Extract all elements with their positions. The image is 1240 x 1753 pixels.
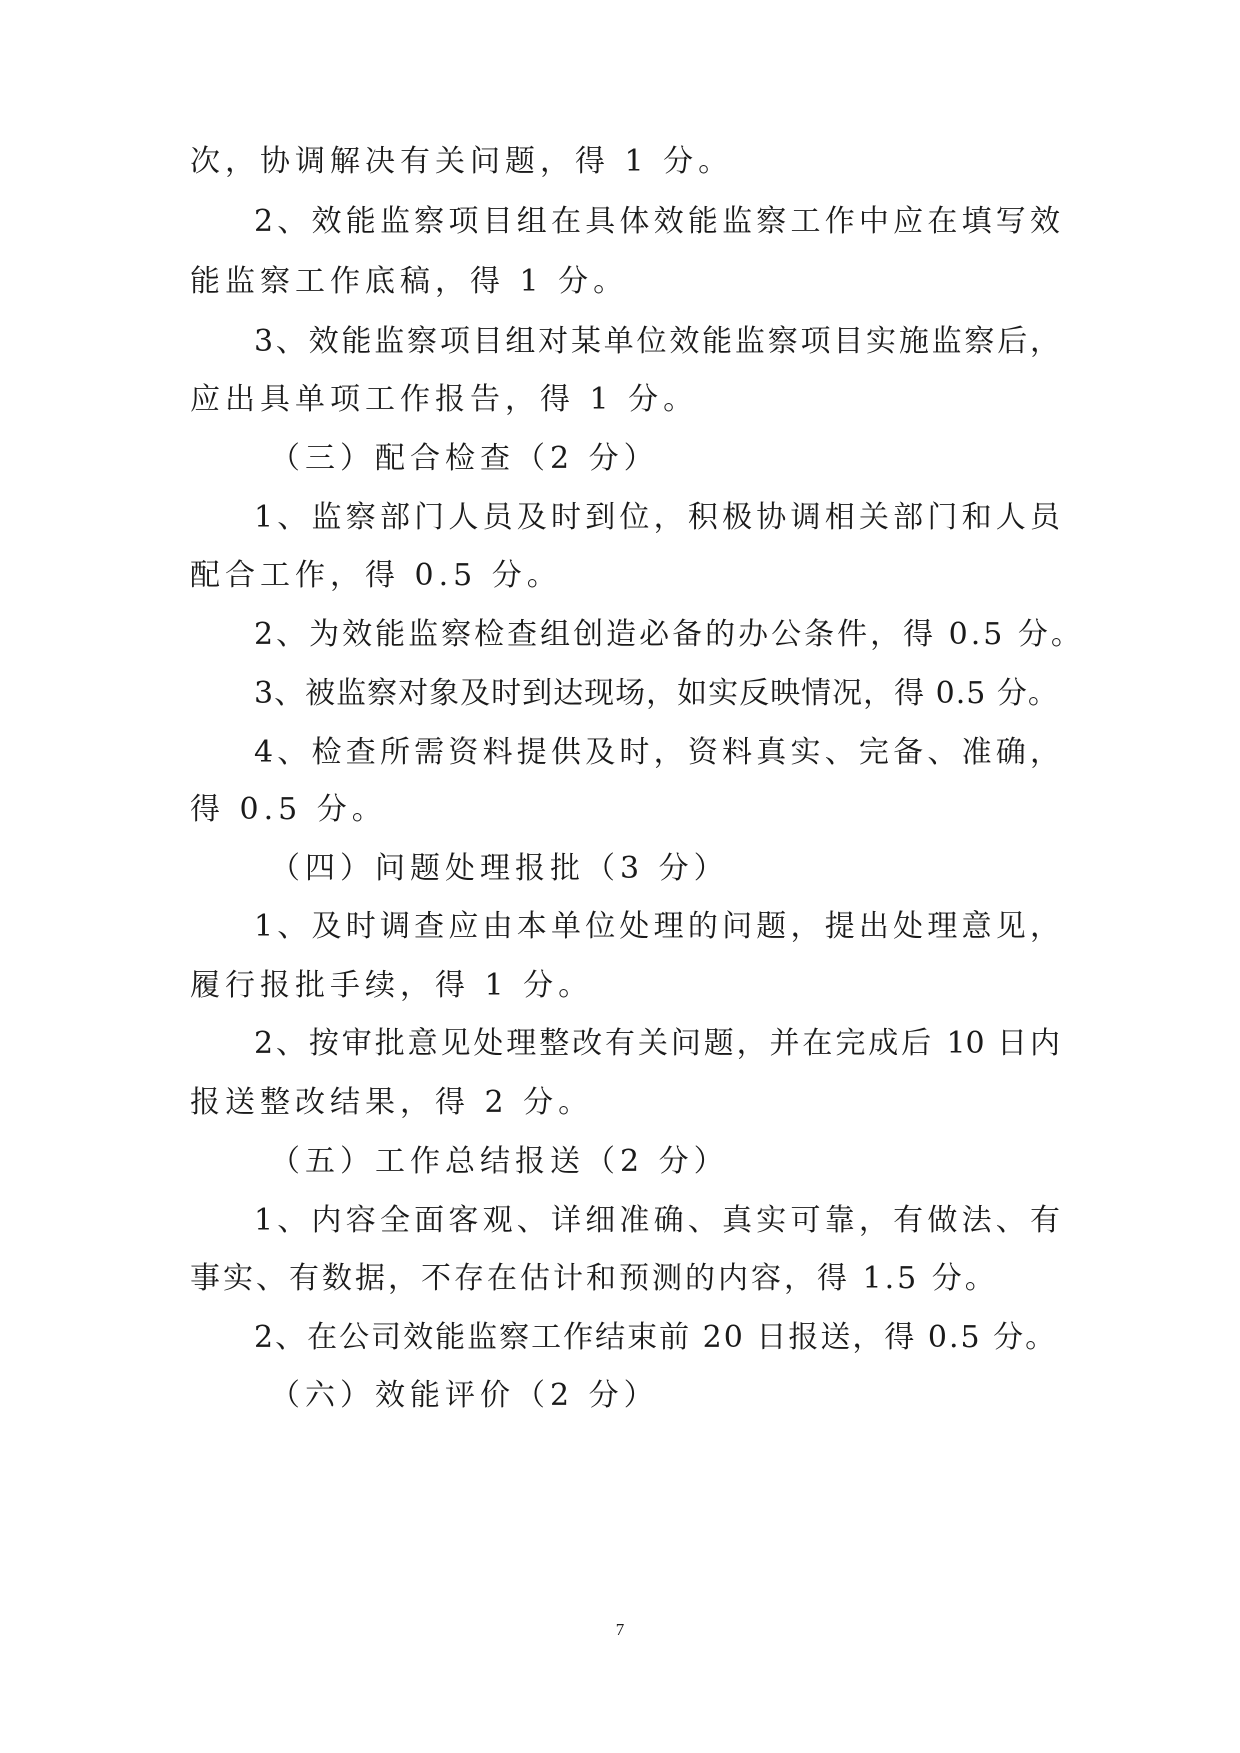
- text-line: 事实、有数据，不存在估计和预测的内容，得 1.5 分。: [190, 1261, 998, 1296]
- page-number: 7: [615, 1620, 625, 1639]
- text-line: 履行报批手续，得 1 分。: [190, 968, 594, 1003]
- text-line: 次，协调解决有关问题，得 1 分。: [190, 144, 734, 179]
- text-line: 得 0.5 分。: [190, 792, 387, 827]
- text-line: 应出具单项工作报告，得 1 分。: [190, 382, 699, 417]
- text-line: 配合工作，得 0.5 分。: [190, 558, 562, 593]
- text-line: 1、内容全面客观、详细准确、真实可靠，有做法、有: [254, 1203, 1060, 1238]
- text-line: 报送整改结果，得 2 分。: [190, 1085, 594, 1120]
- text-line: 3、被监察对象及时到达现场，如实反映情况，得 0.5 分。: [254, 676, 1059, 711]
- section-heading: （四）问题处理报批（3 分）: [270, 851, 729, 886]
- section-heading: （三）配合检查（2 分）: [270, 441, 659, 476]
- text-line: 2、效能监察项目组在具体效能监察工作中应在填写效: [254, 204, 1060, 239]
- text-line: 2、按审批意见处理整改有关问题，并在完成后 10 日内: [254, 1026, 1060, 1061]
- text-line: 2、在公司效能监察工作结束前 20 日报送，得 0.5 分。: [254, 1320, 1058, 1355]
- text-line: 2、为效能监察检查组创造必备的办公条件，得 0.5 分。: [254, 617, 1084, 652]
- section-heading: （五）工作总结报送（2 分）: [270, 1144, 729, 1179]
- text-line: 3、效能监察项目组对某单位效能监察项目实施监察后，: [254, 324, 1060, 359]
- section-heading: （六）效能评价（2 分）: [270, 1378, 659, 1413]
- text-line: 能监察工作底稿，得 1 分。: [190, 264, 629, 299]
- text-line: 1、及时调查应由本单位处理的问题，提出处理意见，: [254, 909, 1060, 944]
- text-line: 1、监察部门人员及时到位，积极协调相关部门和人员: [254, 500, 1060, 535]
- text-line: 4、检查所需资料提供及时，资料真实、完备、准确，: [254, 735, 1060, 770]
